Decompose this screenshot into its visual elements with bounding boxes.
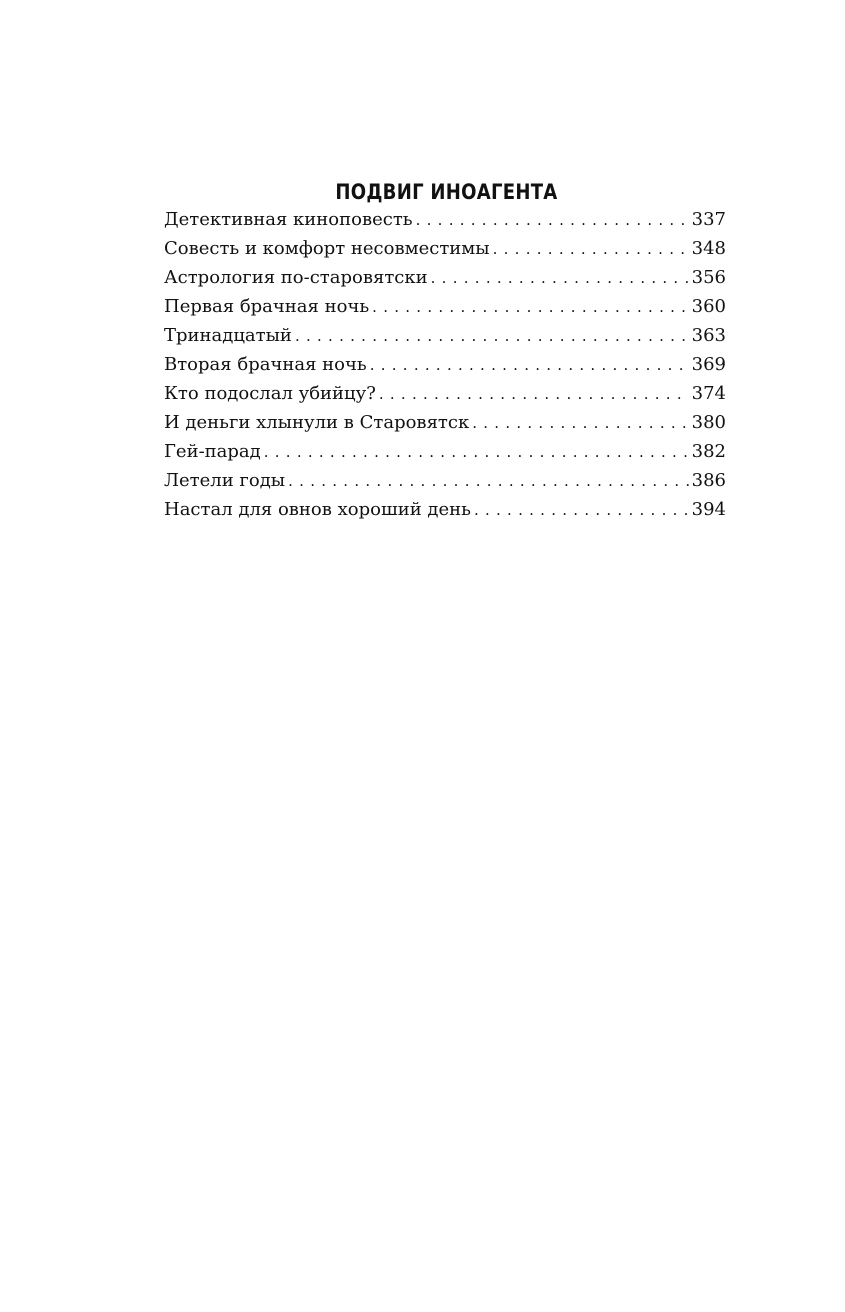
toc-entry[interactable] bbox=[164, 466, 726, 495]
toc-entry-page: 382 bbox=[691, 441, 726, 462]
toc-entry[interactable] bbox=[164, 379, 726, 408]
toc-entry-page: 356 bbox=[691, 267, 726, 288]
dot-leader bbox=[295, 322, 689, 350]
toc-entry-title: Гей-парад bbox=[164, 441, 261, 462]
toc-entry-title: Астрология по-старовятски bbox=[164, 267, 428, 288]
toc-entry-page: 380 bbox=[691, 412, 726, 433]
toc-entry[interactable] bbox=[164, 292, 726, 321]
toc-entry-title: Кто подослал убийцу? bbox=[164, 383, 376, 404]
toc-entry-title: Летели годы bbox=[164, 470, 286, 491]
toc-entry-page: 386 bbox=[691, 470, 726, 491]
toc-entry-page: 374 bbox=[691, 383, 726, 404]
dot-leader bbox=[416, 206, 689, 234]
table-of-contents bbox=[164, 205, 726, 524]
toc-entry-page: 348 bbox=[691, 238, 726, 259]
dot-leader bbox=[288, 467, 689, 495]
dot-leader bbox=[431, 264, 689, 292]
toc-entry-title: Настал для овнов хороший день bbox=[164, 499, 471, 520]
dot-leader bbox=[264, 438, 689, 466]
dot-leader bbox=[474, 496, 689, 524]
toc-entry-title: Детективная киноповесть bbox=[164, 209, 413, 230]
dot-leader bbox=[370, 351, 689, 379]
toc-entry[interactable] bbox=[164, 350, 726, 379]
toc-entry-title: И деньги хлынули в Старовятск bbox=[164, 412, 470, 433]
dot-leader bbox=[372, 293, 688, 321]
toc-entry-title: Тринадцатый bbox=[164, 325, 292, 346]
toc-entry[interactable] bbox=[164, 234, 726, 263]
toc-entry[interactable] bbox=[164, 263, 726, 292]
toc-entry[interactable] bbox=[164, 495, 726, 524]
toc-entry-title: Вторая брачная ночь bbox=[164, 354, 367, 375]
toc-entry-page: 369 bbox=[691, 354, 726, 375]
toc-entry[interactable] bbox=[164, 205, 726, 234]
dot-leader bbox=[379, 380, 689, 408]
toc-entry[interactable] bbox=[164, 321, 726, 350]
toc-entry-page: 363 bbox=[691, 325, 726, 346]
toc-entry[interactable] bbox=[164, 408, 726, 437]
toc-entry-title: Совесть и комфорт несовместимы bbox=[164, 238, 490, 259]
toc-entry-page: 394 bbox=[691, 499, 726, 520]
toc-entry-page: 360 bbox=[691, 296, 726, 317]
section-title: ПОДВИГ ИНОАГЕНТА bbox=[335, 180, 558, 205]
dot-leader bbox=[472, 409, 688, 437]
toc-entry-page: 337 bbox=[691, 209, 726, 230]
toc-entry-title: Первая брачная ночь bbox=[164, 296, 370, 317]
toc-entry[interactable] bbox=[164, 437, 726, 466]
dot-leader bbox=[493, 235, 689, 263]
